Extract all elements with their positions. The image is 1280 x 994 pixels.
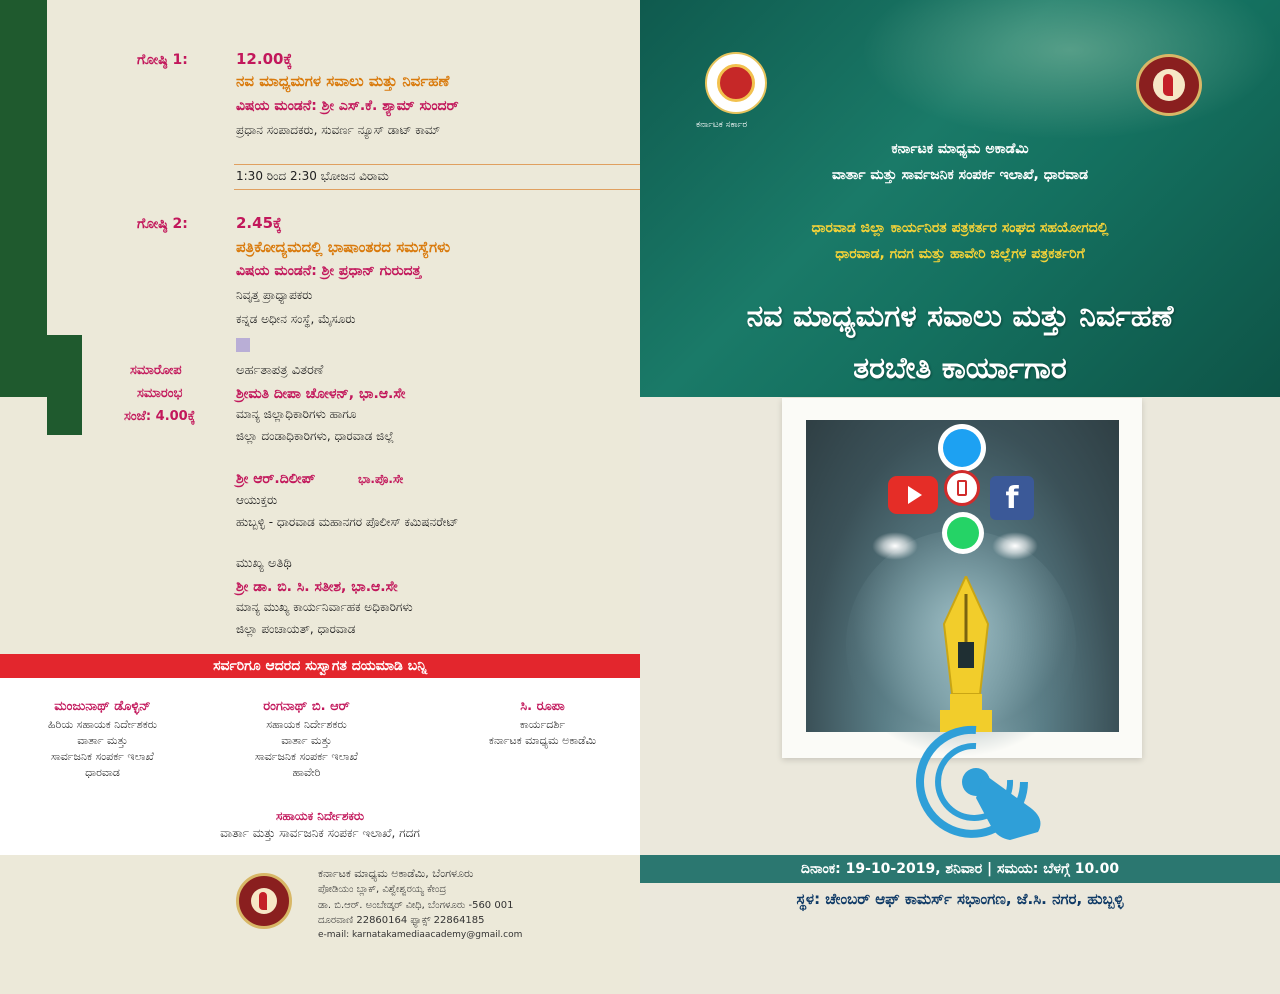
signatory <box>460 698 625 749</box>
footer-line: ದೂರವಾಣಿ 22860164 ಫ್ಯಾಕ್ಸ್ 22864185 <box>318 915 485 926</box>
facebook-icon: f <box>990 476 1034 520</box>
signatories-area <box>0 678 640 855</box>
youtube-icon <box>888 476 938 514</box>
signatory-line: ಸಾರ್ವಜನಿಕ ಸಂಪರ್ಕ ಇಲಾಖೆ <box>255 749 358 763</box>
media-academy-logo <box>236 873 292 929</box>
session1-designation: ಪ್ರಧಾನ ಸಂಪಾದಕರು, ಸುವರ್ಣ ನ್ಯೂಸ್ ಡಾಟ್ ಕಾಮ್ <box>236 123 441 137</box>
session1-label: ಗೋಷ್ಠಿ 1: <box>137 52 188 68</box>
guest2-suffix: ಭಾ.ಪೊ.ಸೇ <box>358 472 404 486</box>
karnataka-emblem-icon <box>705 52 767 114</box>
footer-line: ಕರ್ನಾಟಕ ಮಾಧ್ಯಮ ಅಕಾಡೆಮಿ, ಬೆಂಗಳೂರು <box>318 867 474 880</box>
guest2-name: ಶ್ರೀ ಆರ್.ದಿಲೀಪ್ <box>236 471 316 487</box>
event-title: ನವ ಮಾಧ್ಯಮಗಳ ಸವಾಲು ಮತ್ತು ನಿರ್ವಹಣೆ <box>746 299 1174 334</box>
signatory <box>224 698 389 781</box>
guest1-designation-2: ಜಿಲ್ಲಾ ದಂಡಾಧಿಕಾರಿಗಳು, ಧಾರವಾಡ ಜಿಲ್ಲೆ <box>236 429 394 443</box>
green-block-small <box>47 397 82 435</box>
valedictory-label-2: ಸಮಾರಂಭ <box>137 386 183 401</box>
gov-caption: ಕರ್ನಾಟಕ ಸರ್ಕಾರ <box>696 120 748 130</box>
session2-title: ಪತ್ರಿಕೋದ್ಯಮದಲ್ಲಿ ಭಾಷಾಂತರದ ಸಮಸ್ಯೆಗಳು <box>236 238 451 256</box>
session1-speaker: ವಿಷಯ ಮಂಡನೆ: ಶ್ರೀ ಎಸ್.ಕೆ. ಶ್ಯಾಮ್ ಸುಂದರ್ <box>236 98 459 114</box>
green-block <box>0 335 82 397</box>
session2-institute: ಕನ್ನಡ ಅಧೀನ ಸಂಸ್ಥೆ, ಮೈಸೂರು <box>236 312 356 326</box>
mobile-icon <box>944 470 980 506</box>
click-hand-icon <box>906 722 1056 842</box>
guest1-name: ಶ್ರೀಮತಿ ದೀಪಾ ಚೋಳನ್, ಭಾ.ಆ.ಸೇ <box>236 386 406 402</box>
collaboration-line: ಧಾರವಾಡ ಜಿಲ್ಲಾ ಕಾರ್ಯನಿರತ ಪತ್ರಕರ್ತರ ಸಂಘದ ಸಹಯೋಗದಲ್ಲಿ <box>811 220 1109 236</box>
organizer-1: ಕರ್ನಾಟಕ ಮಾಧ್ಯಮ ಅಕಾಡೆಮಿ <box>891 141 1029 157</box>
session2-label: ಗೋಷ್ಠಿ 2: <box>137 216 188 232</box>
session1-time: 12.00ಕ್ಕೆ <box>236 50 293 68</box>
social-media-illustration <box>806 420 1119 732</box>
guest3-name: ಶ್ರೀ ಡಾ. ಬಿ. ಸಿ. ಸತೀಶ, ಭಾ.ಆ.ಸೇ <box>236 579 398 595</box>
session2-time: 2.45ಕ್ಕೆ <box>236 214 282 232</box>
welcome-banner: ಸರ್ವರಿಗೂ ಆದರದ ಸುಸ್ವಾಗತ ದಯಮಾಡಿ ಬನ್ನಿ <box>0 654 640 678</box>
signatory-line: ಸಹಾಯಕ ನಿರ್ದೇಶಕರು <box>266 717 347 731</box>
signatory-line: ವಾರ್ತಾ ಮತ್ತು ಸಾರ್ವಜನಿಕ ಸಂಪರ್ಕ ಇಲಾಖೆ, ಗದಗ <box>220 826 420 841</box>
session2-designation: ನಿವೃತ್ತ ಪ್ರಾಧ್ಯಾಪಕರು <box>236 288 313 302</box>
pen-nib-icon <box>936 576 996 732</box>
divider <box>234 189 640 190</box>
signatory-line: ಕಾರ್ಯದರ್ಶಿ <box>519 717 566 731</box>
guest2-designation-2: ಹುಬ್ಬಳ್ಳಿ - ಧಾರವಾಡ ಮಹಾನಗರ ಪೊಲೀಸ್ ಕಮಿಷನರೇಟ್ <box>236 515 459 529</box>
signatory-line: ವಾರ್ತಾ ಮತ್ತು <box>281 733 332 747</box>
signatory-name: ಮಂಜುನಾಥ್ ಡೊಳ್ಳಿನ್ <box>54 699 151 714</box>
signatory-name: ರಂಗನಾಥ್ ಬಿ. ಆರ್ <box>263 699 350 714</box>
twitter-icon <box>938 424 986 472</box>
footer-email: e-mail: karnatakamediaacademy@gmail.com <box>318 930 523 940</box>
signatory-name: ಸಿ. ರೂಪಾ <box>520 699 565 714</box>
signatory-gadag <box>120 808 520 843</box>
whatsapp-icon <box>942 512 984 554</box>
event-subtitle: ತರಬೇತಿ ಕಾರ್ಯಾಗಾರ <box>853 351 1067 386</box>
cover-panel <box>640 0 1280 994</box>
bullet-square <box>236 338 250 352</box>
media-academy-logo <box>1136 54 1202 116</box>
signatory-line: ಹಾವೇರಿ <box>292 765 321 779</box>
signatory-line: ಸಾರ್ವಜನಿಕ ಸಂಪರ್ಕ ಇಲಾಖೆ <box>51 749 154 763</box>
footer-line: ಡಾ. ಬಿ.ಆರ್. ಅಂಬೇಡ್ಕರ್ ವೀಧಿ, ಬೆಂಗಳೂರು -560 001 <box>318 900 514 911</box>
guest3-designation-2: ಜಿಲ್ಲಾ ಪಂಚಾಯತ್, ಧಾರವಾಡ <box>236 622 356 636</box>
signatory-line: ಹಿರಿಯ ಸಹಾಯಕ ನಿರ್ದೇಶಕರು <box>47 717 158 731</box>
signatory-line: ಧಾರವಾಡ <box>85 765 120 779</box>
guest1-designation: ಮಾನ್ಯ ಜಿಲ್ಲಾಧಿಕಾರಿಗಳು ಹಾಗೂ <box>236 407 357 421</box>
footer-line: ಪೋಡಿಯಂ ಬ್ಲಾಕ್, ವಿಶ್ವೇಶ್ವರಯ್ಯ ಕೇಂದ್ರ <box>318 884 447 895</box>
organizer-2: ವಾರ್ತಾ ಮತ್ತು ಸಾರ್ವಜನಿಕ ಸಂಪರ್ಕ ಇಲಾಖೆ, ಧಾರವಾಡ <box>832 167 1088 183</box>
audience-line: ಧಾರವಾಡ, ಗದಗ ಮತ್ತು ಹಾವೇರಿ ಜಿಲ್ಲೆಗಳ ಪತ್ರಕರ್ತರಿಗೆ <box>835 246 1085 262</box>
guest2-designation: ಆಯುಕ್ತರು <box>236 493 278 507</box>
date-time-bar: ದಿನಾಂಕ: 19-10-2019, ಶನಿವಾರ | ಸಮಯ: ಬೆಳಗ್ಗೆ 10.00 <box>640 855 1280 883</box>
session2-speaker: ವಿಷಯ ಮಂಡನೆ: ಶ್ರೀ ಪ್ರಧಾನ್ ಗುರುದತ್ತ <box>236 263 422 279</box>
session1-title: ನವ ಮಾಧ್ಯಮಗಳ ಸವಾಲು ಮತ್ತು ನಿರ್ವಹಣೆ <box>236 72 450 90</box>
valedictory-time: ಸಂಜೆ: 4.00ಕ್ಕೆ <box>124 409 196 424</box>
divider <box>234 164 640 165</box>
chief-guest-label: ಮುಖ್ಯ ಅತಿಥಿ <box>236 556 292 571</box>
venue: ಸ್ಥಳ: ಚೇಂಬರ್ ಆಫ್ ಕಾಮರ್ಸ್ ಸಭಾಂಗಣ, ಜೆ.ಸಿ. ನಗರ, ಹುಬ್ಬಳ್ಳಿ <box>796 890 1124 908</box>
signatory-title: ಸಹಾಯಕ ನಿರ್ದೇಶಕರು <box>275 809 365 823</box>
signatory-line: ಕರ್ನಾಟಕ ಮಾಧ್ಯಮ ಅಕಾಡೆಮಿ <box>488 733 597 747</box>
lunch-break: 1:30 ರಿಂದ 2:30 ಭೋಜನ ವಿರಾಮ <box>236 169 389 183</box>
signatory <box>20 698 185 781</box>
signatory-line: ವಾರ್ತಾ ಮತ್ತು <box>77 733 128 747</box>
valedictory-label: ಸಮಾರೋಪ <box>130 363 182 378</box>
guest3-designation: ಮಾನ್ಯ ಮುಖ್ಯ ಕಾರ್ಯನಿರ್ವಾಹಕ ಅಧಿಕಾರಿಗಳು <box>236 600 413 614</box>
certificate-distribution: ಅರ್ಹತಾಪತ್ರ ವಿತರಣೆ <box>236 363 324 378</box>
